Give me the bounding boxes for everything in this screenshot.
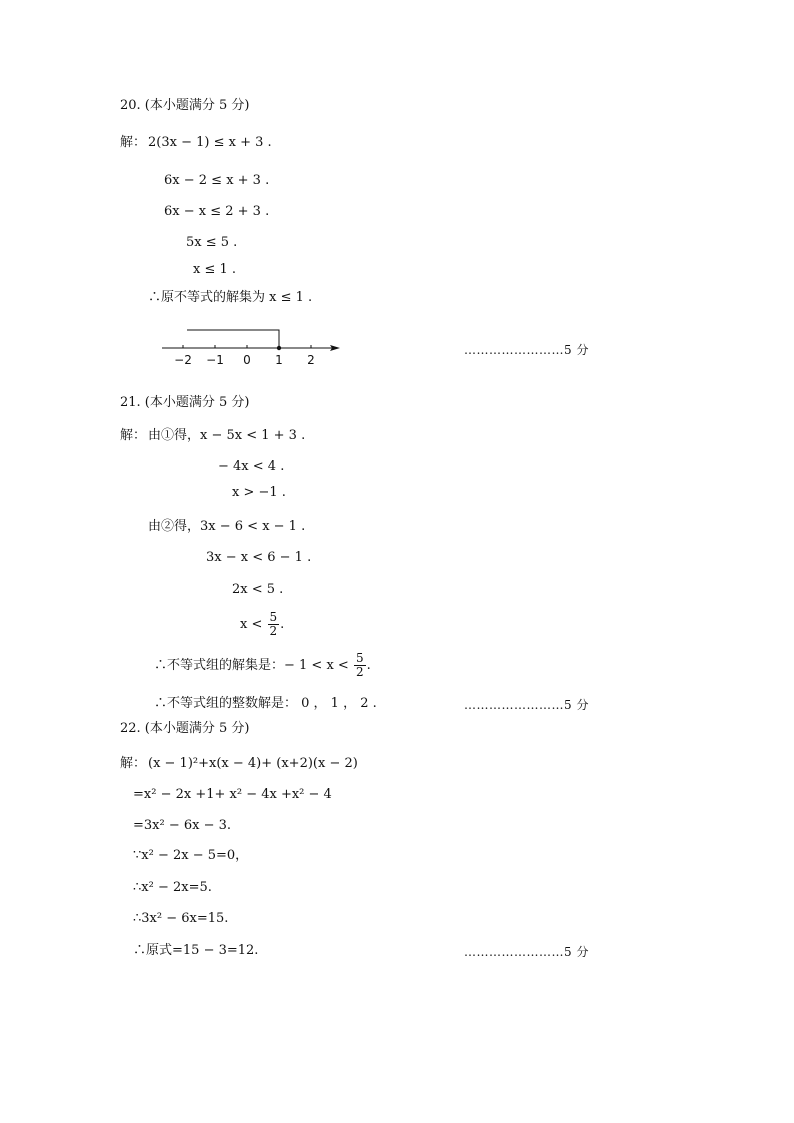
q21-step-5: 3x − x < 6 − 1 . (206, 550, 312, 565)
fraction-five-halves (354, 652, 366, 679)
q22-solution-label: 解： (120, 756, 147, 771)
solution-point (277, 346, 281, 350)
period: . (366, 658, 371, 673)
q21-solution-label: 解： (120, 428, 147, 443)
q20-solution-label: 解： (120, 135, 147, 150)
q21-integer-solutions: ∴不等式组的整数解是： 0 ， 1 ， 2 . (154, 696, 377, 711)
number-line-tick-label: −2 (174, 353, 192, 367)
q22-step-3: =3x² − 6x − 3. (133, 818, 232, 833)
number-line-tick-label: 0 (243, 353, 251, 367)
q20-step-5: x ≤ 1 . (193, 262, 237, 277)
q20-score: ……………………5 分 (464, 343, 589, 357)
q20-step-4: 5x ≤ 5 . (186, 235, 238, 250)
number-line-tick-label: 2 (307, 353, 315, 367)
q21-solution-set-lhs: ∴不等式组的解集是：− 1 < x < (154, 658, 349, 673)
q21-score: ……………………5 分 (464, 698, 589, 712)
q21-heading: 21. (本小题满分 5 分) (120, 395, 250, 410)
q20-step-3: 6x − x ≤ 2 + 3 . (164, 204, 270, 219)
fraction-denominator: 2 (269, 624, 278, 638)
q22-step-7: ∴原式=15 − 3=12. (133, 943, 259, 958)
q21-step-1: 由①得，x − 5x < 1 + 3 . (148, 428, 306, 443)
q20-conclusion: ∴原不等式的解集为 x ≤ 1 . (148, 290, 313, 305)
fraction-denominator: 2 (355, 665, 364, 679)
q21-solution-set (154, 651, 371, 681)
fraction-numerator: 5 (269, 610, 278, 624)
q20-step-1: 2(3x − 1) ≤ x + 3 . (148, 135, 272, 150)
q22-score: ……………………5 分 (464, 945, 589, 959)
q21-step-4: 由②得，3x − 6 < x − 1 . (148, 519, 306, 534)
q21-step-2: − 4x < 4 . (218, 459, 285, 474)
q22-step-2: =x² − 2x +1+ x² − 4x +x² − 4 (133, 787, 332, 802)
number-line-tick-label: −1 (206, 353, 224, 367)
fraction-five-halves (268, 611, 280, 638)
solution-set-bracket (187, 330, 279, 348)
q21-step-6: 2x < 5 . (232, 582, 284, 597)
q20-step-2: 6x − 2 ≤ x + 3 . (164, 173, 270, 188)
q22-step-6: ∴3x² − 6x=15. (133, 911, 229, 926)
q21-step-7 (240, 610, 284, 640)
q21-step-3: x > −1 . (232, 485, 286, 500)
number-line-tick-label: 1 (275, 353, 283, 367)
q20-number-line (150, 318, 350, 370)
q22-step-1: (x − 1)²+x(x − 4)+ (x+2)(x − 2) (148, 756, 358, 771)
q22-step-5: ∴x² − 2x=5. (133, 880, 212, 895)
q21-step-7-lhs: x < (240, 617, 263, 632)
period: . (280, 617, 285, 632)
q22-heading: 22. (本小题满分 5 分) (120, 721, 250, 736)
q20-heading: 20. (本小题满分 5 分) (120, 98, 250, 113)
fraction-numerator: 5 (355, 651, 364, 665)
q22-step-4: ∵x² − 2x − 5=0， (133, 848, 249, 863)
